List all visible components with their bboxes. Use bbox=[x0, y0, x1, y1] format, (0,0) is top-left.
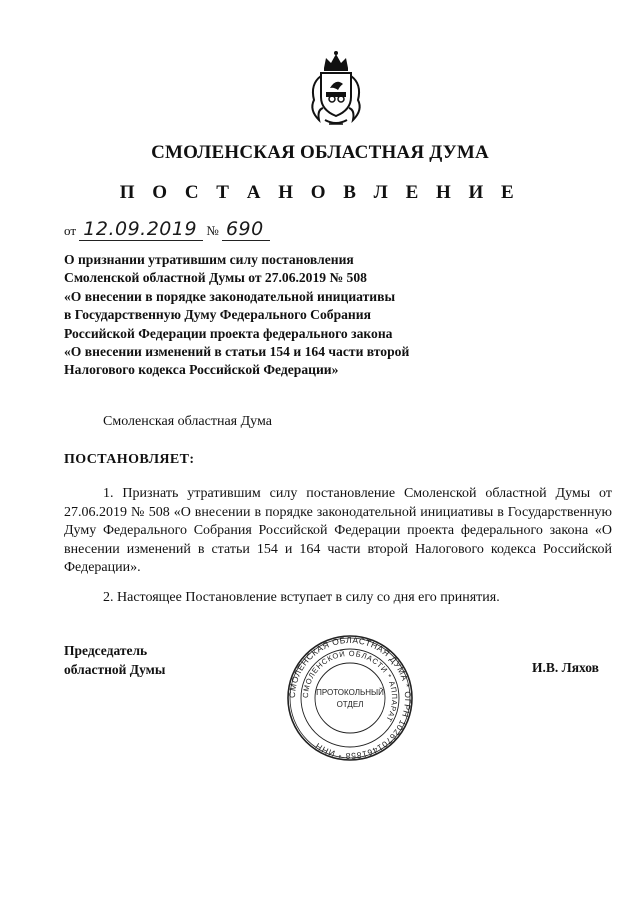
coat-of-arms-icon bbox=[305, 50, 367, 130]
subject-line: «О внесении в порядке законодательной инициативы bbox=[64, 288, 396, 304]
subject-line: Смоленской областной Думы от 27.06.2019 № 508 bbox=[64, 270, 367, 286]
seal-center-line-2: ОТДЕЛ bbox=[336, 700, 364, 709]
official-seal-stamp bbox=[285, 633, 415, 763]
handwritten-number: 690 bbox=[222, 218, 270, 241]
decree-heading: ПОСТАНОВЛЯЕТ: bbox=[64, 452, 195, 467]
subject-line: О признании утратившим силу постановления bbox=[64, 252, 354, 267]
signer-title-line: областной Думы bbox=[64, 661, 166, 677]
handwritten-date: 12.09.2019 bbox=[79, 218, 203, 241]
organization-name: СМОЛЕНСКАЯ ОБЛАСТНАЯ ДУМА bbox=[151, 142, 489, 163]
subject-line: Российской Федерации проекта федерального закона bbox=[64, 325, 393, 341]
decree-item-1: 1. Признать утратившим силу постановление Смоленской областной Думы от 27.06.2019 № 508 «О внесении в порядке законодательной инициативы в Государственную Думу Федерального Собрания Российской Федерации проекта федерального закона «О внесении изменений в статьи 154 и 164 части второй Налогового кодекса Российской Федерации». bbox=[64, 486, 612, 576]
seal-outer-text: СМОЛЕНСКАЯ ОБЛАСТНАЯ ДУМА * ОГРН 1026701461858 * ИНН bbox=[286, 634, 414, 762]
signer-name: И.В. Ляхов bbox=[532, 660, 599, 675]
subject-line: Налогового кодекса Российской Федерации» bbox=[64, 362, 339, 378]
date-number-line bbox=[64, 218, 270, 240]
issuing-authority: Смоленская областная Дума bbox=[103, 414, 272, 429]
signer-title bbox=[64, 642, 165, 679]
svg-text:СМОЛЕНСКОЙ ОБЛАСТИ * АППАРАТ bbox=[301, 649, 399, 724]
document-type-title: П О С Т А Н О В Л Е Н И Е bbox=[119, 182, 521, 203]
seal-inner-text: СМОЛЕНСКОЙ ОБЛАСТИ * АППАРАТ bbox=[300, 648, 400, 724]
number-prefix: № bbox=[206, 223, 219, 238]
subject-line: «О внесении изменений в статьи 154 и 164 части второй bbox=[64, 344, 410, 360]
decree-item-2: 2. Настоящее Постановление вступает в силу со дня его принятия. bbox=[103, 590, 500, 605]
signer-title-line: Председатель bbox=[64, 643, 148, 658]
date-prefix: от bbox=[64, 223, 77, 238]
document-subject bbox=[64, 251, 484, 380]
subject-line: в Государственную Думу Федерального Собрания bbox=[64, 307, 371, 323]
seal-center-line-1: ПРОТОКОЛЬНЫЙ bbox=[316, 688, 384, 697]
